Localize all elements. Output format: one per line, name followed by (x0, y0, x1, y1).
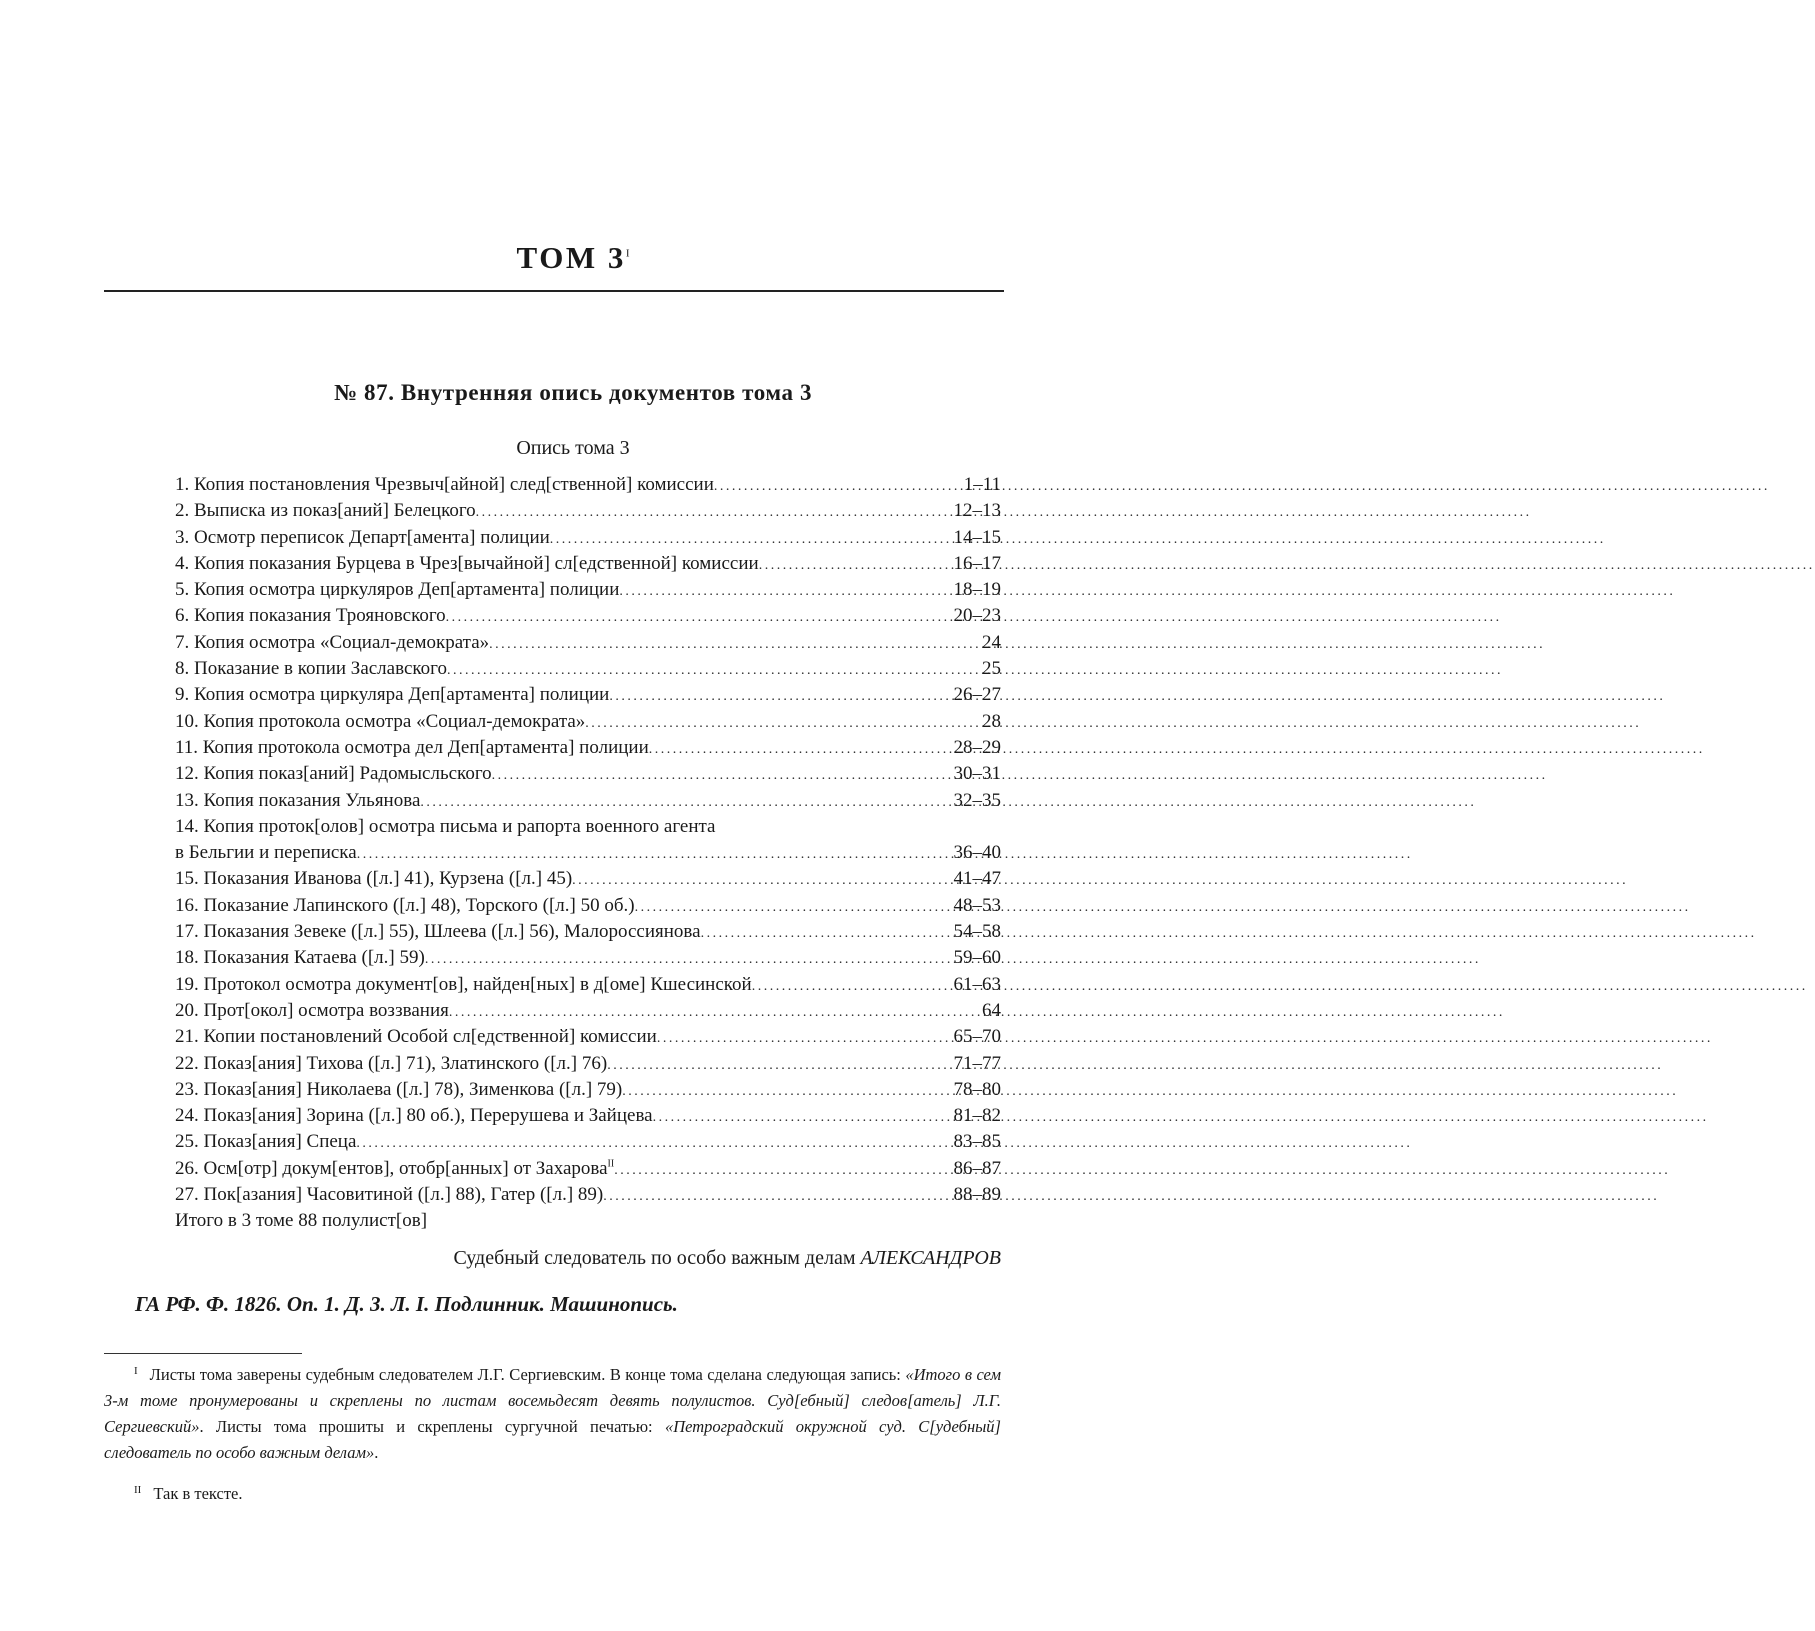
leader-dots (449, 1000, 982, 1026)
page-range: 41–47 (953, 868, 1001, 890)
leader-dots (657, 1026, 954, 1052)
footnote-marker: II (607, 1158, 615, 1170)
page-range: 59–60 (953, 947, 1001, 969)
inventory-list (175, 472, 1001, 1235)
leader-dots (356, 1131, 953, 1157)
list-item: 17. Показания Зевеке ([л.] 55), Шлеева ([л.] 56), Малороссиянова ..... 54–58 (175, 919, 1001, 945)
page-range: 28–29 (953, 736, 1001, 758)
page-range: 16–17 (953, 552, 1001, 574)
list-item: 24. Показ[ания] Зорина ([л.] 80 об.), Перерушева и Зайцева ..... 81–82 (175, 1103, 1001, 1129)
page-range: 65–70 (953, 1026, 1001, 1048)
footnote-2: $^{II}$ Так в тексте. (134, 1483, 243, 1503)
leader-dots (622, 1079, 953, 1105)
list-item: 22. Показ[ания] Тихова ([л.] 71), Златинского ([л.] 76) ..... 71–77 (175, 1051, 1001, 1077)
page-range: 36–40 (953, 842, 1001, 864)
leader-dots (635, 895, 954, 921)
leader-dots (489, 632, 982, 658)
footnote-rule (104, 1353, 302, 1354)
leader-dots (619, 579, 953, 605)
list-item: 5. Копия осмотра циркуляров Деп[артамента] полиции ..... 18–19 (175, 577, 1001, 603)
page-range: 86–87 (953, 1157, 1001, 1179)
page-range: 54–58 (953, 921, 1001, 943)
page-range: 12–13 (953, 500, 1001, 522)
list-item: 15. Показания Иванова ([л.] 41), Курзена ([л.] 45) ..... 41–47 (175, 866, 1001, 892)
footnote-marker: I (625, 247, 630, 260)
page-range: 14–15 (953, 526, 1001, 548)
signatory-name: АЛЕКСАНДРОВ (860, 1247, 1001, 1269)
list-item: 4. Копия показания Бурцева в Чрез[вычайной] сл[едственной] комиссии ..... 16–17 (175, 551, 1001, 577)
leader-dots (752, 974, 954, 1000)
page-range: 48–53 (953, 894, 1001, 916)
list-item: 14. Копия проток[олов] осмотра письма и рапорта военного агента (175, 815, 716, 837)
page-range: 64 (982, 999, 1001, 1021)
leader-dots (649, 737, 954, 763)
page-range: 1–11 (963, 474, 1001, 495)
list-item: 10. Копия протокола осмотра «Социал-демократа» ..... 28 (175, 709, 1001, 735)
page-range: 83–85 (953, 1131, 1001, 1153)
page-range: 61–63 (953, 973, 1001, 995)
leader-dots (492, 763, 954, 789)
leader-dots (476, 500, 954, 526)
leader-dots (447, 658, 982, 684)
leader-dots (603, 1184, 953, 1210)
page-range: 32–35 (953, 789, 1001, 811)
list-item-continuation: в Бельгии и переписка ..... 36–40 (175, 840, 1001, 866)
list-item: 11. Копия протокола осмотра дел Деп[артамента] полиции ..... 28–29 (175, 735, 1001, 761)
page-range: 20–23 (953, 605, 1001, 627)
list-item: 9. Копия осмотра циркуляра Деп[артамента] полиции ..... 26–27 (175, 682, 1001, 708)
leader-dots (446, 605, 954, 631)
volume-title: ТОМ $3^I$ (516, 240, 630, 275)
leader-dots (585, 711, 982, 737)
list-item: 6. Копия показания Трояновского ..... 20–23 (175, 603, 1001, 629)
list-item: 7. Копия осмотра «Социал-демократа» ..... 24 (175, 630, 1001, 656)
page-range: 30–31 (953, 763, 1001, 785)
list-item: 8. Показание в копии Заславского ..... 25 (175, 656, 1001, 682)
leader-dots (701, 921, 954, 947)
list-item: 16. Показание Лапинского ([л.] 48), Торского ([л.] 50 об.) ..... 48–53 (175, 893, 1001, 919)
list-item: 13. Копия показания Ульянова ..... 32–35 (175, 788, 1001, 814)
list-item: 12. Копия показ[аний] Радомысльского ..... 30–31 (175, 761, 1001, 787)
leader-dots (357, 842, 954, 868)
page-range: 24 (982, 631, 1001, 653)
list-item: 20. Прот[окол] осмотра воззвания ..... 64 (175, 998, 1001, 1024)
list-item: 26. Осм[отр] докум[ентов], отобр[анных] от Захарова$^{II}$ ..... 86–87 (175, 1156, 1001, 1182)
list-item: 18. Показания Катаева ([л.] 59) ..... 59–60 (175, 945, 1001, 971)
list-item: 2. Выписка из показ[аний] Белецкого ..... 12–13 (175, 498, 1001, 524)
list-item: 27. Пок[азания] Часовитиной ([л.] 88), Гатер ([л.] 89) ..... 88–89 (175, 1182, 1001, 1208)
list-item: 25. Показ[ания] Спеца ..... 83–85 (175, 1129, 1001, 1155)
footnote-marker: I (134, 1364, 138, 1377)
list-item: 21. Копии постановлений Особой сл[едственной] комиссии ..... 65–70 (175, 1024, 1001, 1050)
leader-dots (572, 868, 953, 894)
inventory-total: Итого в 3 томе 88 полулист[ов] (175, 1210, 428, 1232)
leader-dots (714, 474, 964, 500)
leader-dots (425, 947, 954, 973)
footnote-1: $^I$ Листы тома заверены судебным следователем Л.Г. Сергиевским. В конце тома сделана следующая запись: «Итого в сем 3-м томе пронумерованы и скреплены по листам восемьдесят девять полулистов. Суд[ебный] следов[атель] Л.Г. Сергиевский». Листы тома прошиты и скреплены сургучной печатью: «Петроградский окружной суд. С[удебный] следователь по особо важным делам». (104, 1364, 1002, 1462)
leader-dots (609, 684, 953, 710)
list-item: 23. Показ[ания] Николаева ([л.] 78), Зименкова ([л.] 79) ..... 78–80 (175, 1077, 1001, 1103)
page-range: 18–19 (953, 579, 1001, 601)
page-range: 25 (982, 658, 1001, 680)
leader-dots (759, 553, 954, 579)
document-heading: № 87. Внутренняя опись документов тома 3 (333, 380, 813, 405)
page-range: 81–82 (953, 1105, 1001, 1127)
footnote-marker: II (134, 1483, 142, 1496)
leader-dots (614, 1158, 953, 1184)
archival-source: ГА РФ. Ф. 1826. Оп. 1. Д. 3. Л. I. Подлинник. Машинопись. (135, 1292, 678, 1316)
leader-dots (607, 1053, 953, 1079)
leader-dots (550, 527, 954, 553)
page-range: 78–80 (953, 1078, 1001, 1100)
leader-dots (420, 790, 953, 816)
page-range: 26–27 (953, 684, 1001, 706)
page-range: 71–77 (953, 1052, 1001, 1074)
leader-dots (653, 1105, 954, 1131)
title-rule (104, 290, 1004, 292)
signature-line: Судебный следователь по особо важным делам АЛЕКСАНДРОВ (453, 1247, 1001, 1269)
page-range: 88–89 (953, 1184, 1001, 1206)
list-item: 19. Протокол осмотра документ[ов], найден[ных] в д[оме] Кшесинской ..... 61–63 (175, 972, 1001, 998)
list-item: 1. Копия постановления Чрезвыч[айной] след[ственной] комиссии ..... 1–11 (175, 472, 1001, 498)
list-item: 3. Осмотр переписок Департ[амента] полиции ..... 14–15 (175, 525, 1001, 551)
page-range: 28 (982, 710, 1001, 732)
inventory-title: Опись тома 3 (516, 437, 630, 459)
